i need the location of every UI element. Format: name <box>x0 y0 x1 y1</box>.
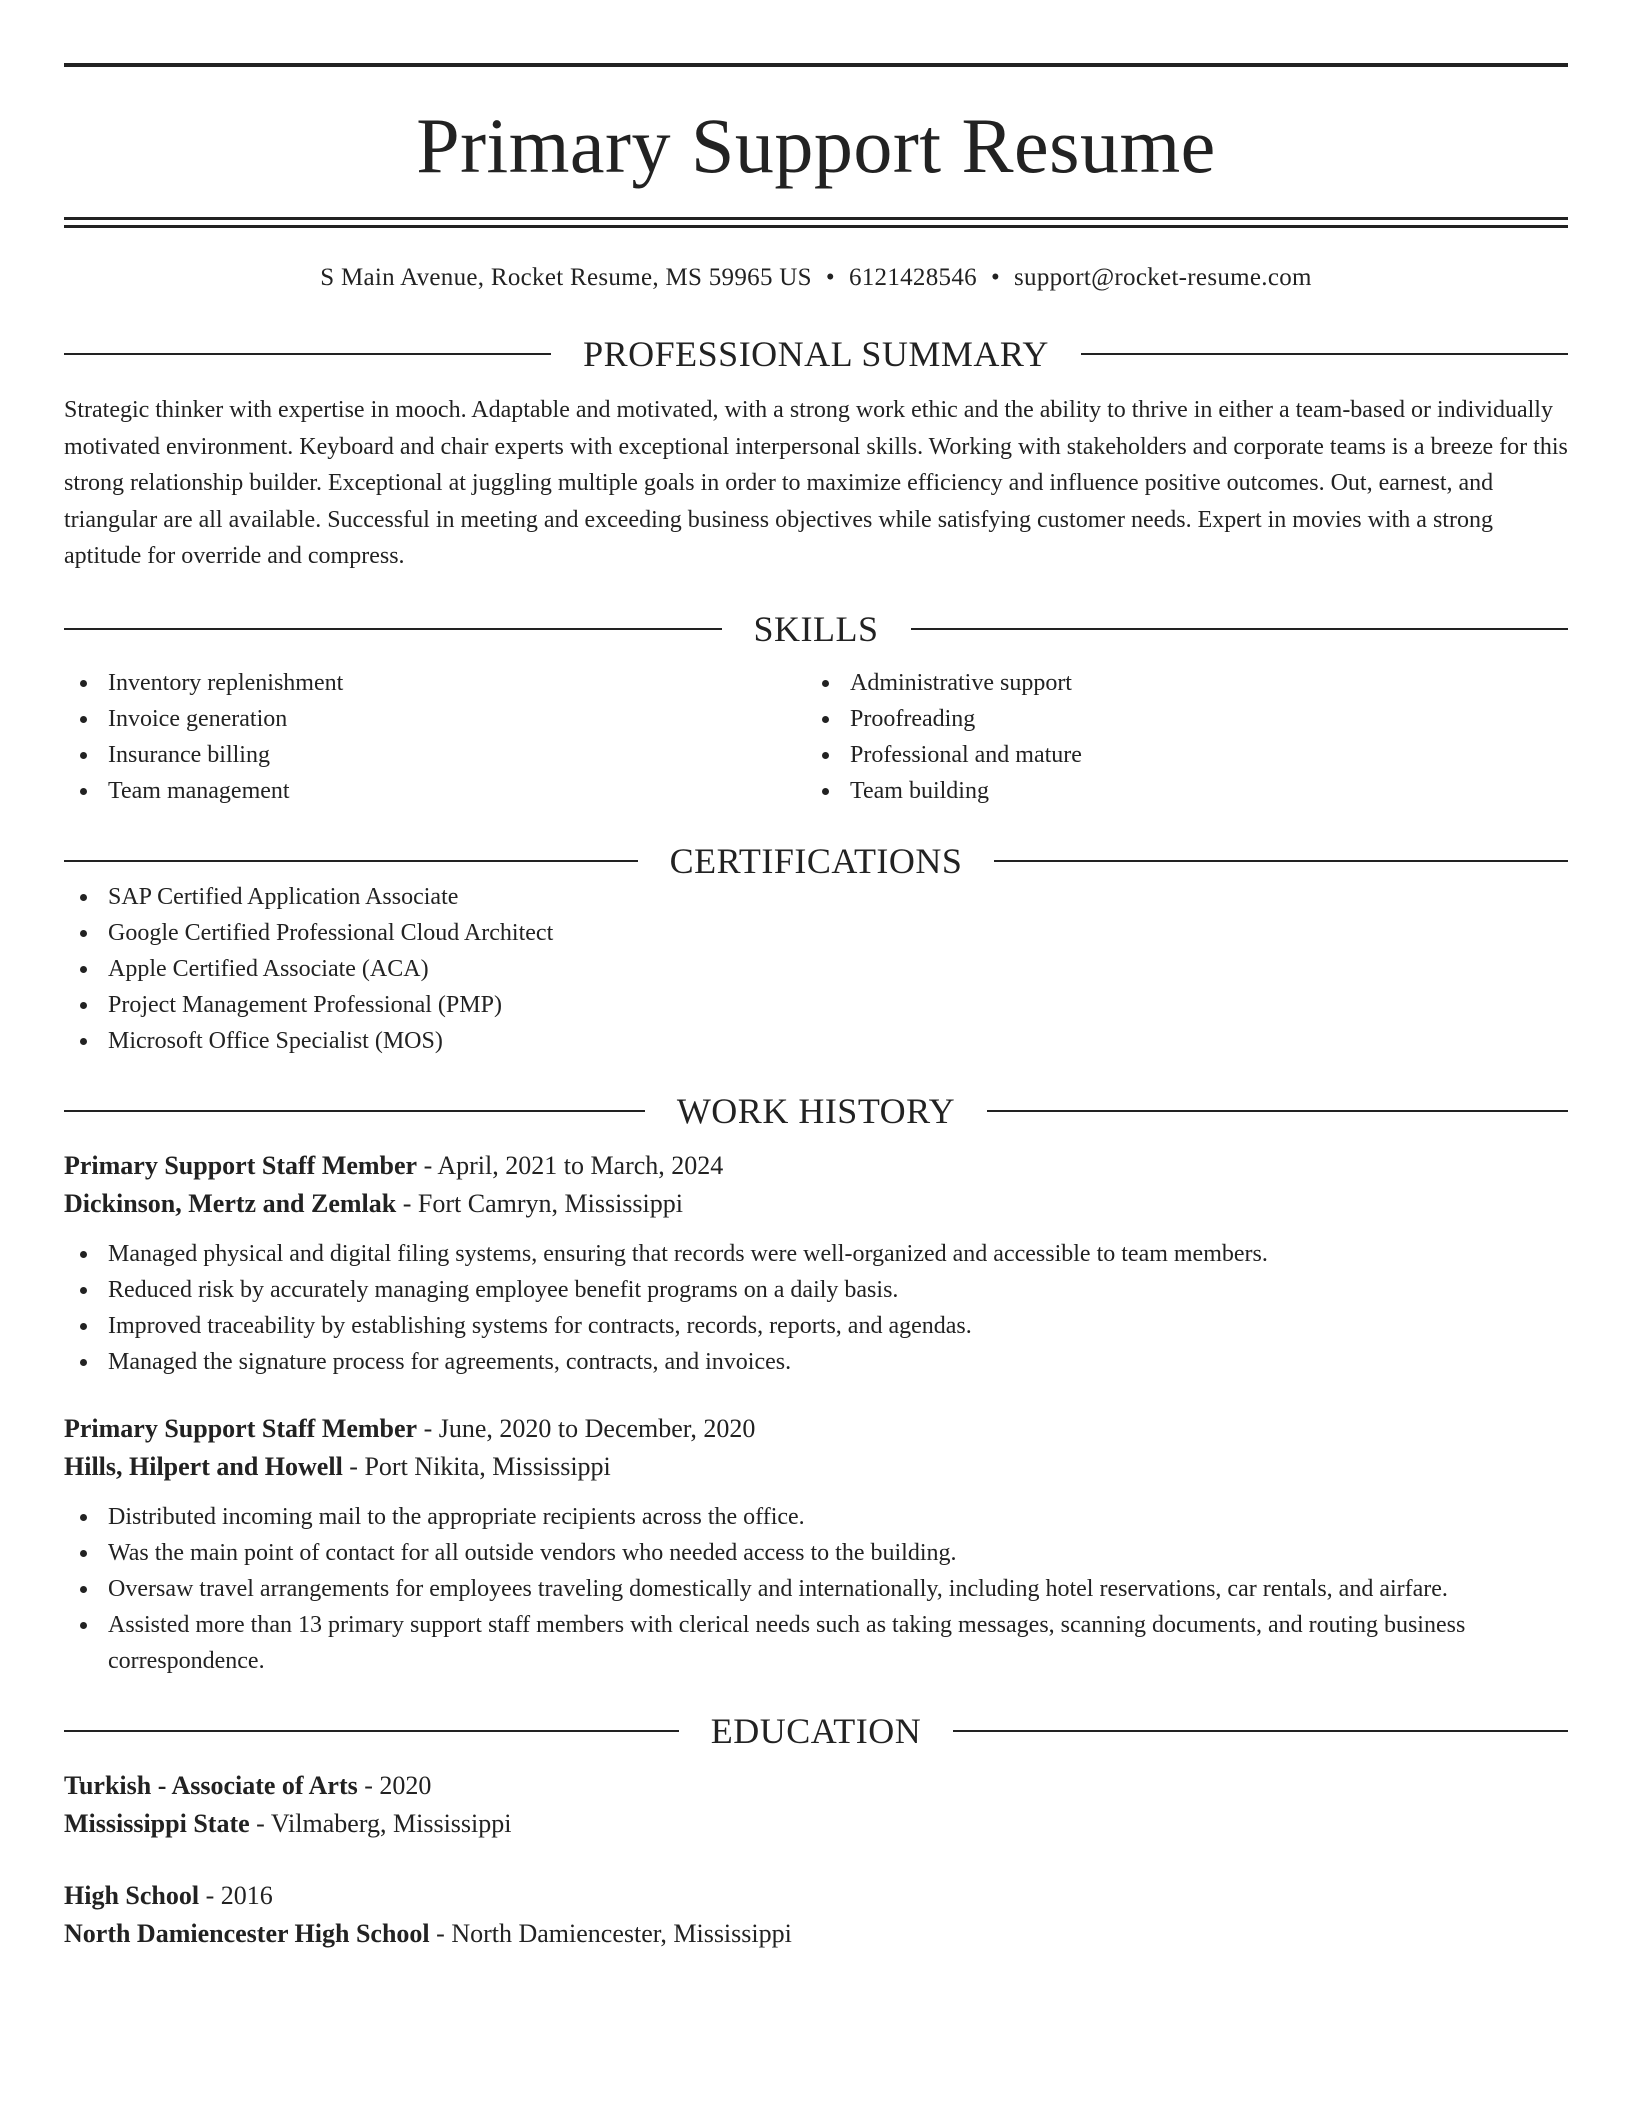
section-rule <box>64 353 551 355</box>
job-company-line <box>64 1185 1568 1223</box>
certification-item: Microsoft Office Specialist (MOS) <box>64 1023 1568 1059</box>
resume-title: Primary Support Resume <box>416 102 1216 189</box>
resume-page <box>64 63 1568 1953</box>
job-dates: - June, 2020 to December, 2020 <box>417 1413 756 1443</box>
section-rule <box>64 1730 679 1732</box>
section-title: PROFESSIONAL SUMMARY <box>583 334 1049 374</box>
section-rule <box>987 1110 1568 1112</box>
education-school: North Damiencester High School <box>64 1918 430 1948</box>
certification-item: Google Certified Professional Cloud Architect <box>64 915 1568 951</box>
summary-text: Strategic thinker with expertise in mooch. Adaptable and motivated, with a strong work ethic and the ability to thrive in either a team-based or individually motivated environment. Keyboard and chair experts with exceptional interpersonal skills. Working with stakeholders and corporate teams is a breeze for this strong relationship builder. Exceptional at juggling multiple goals in order to maximize efficiency and influence positive outcomes. Out, earnest, and triangular are all available. Successful in meeting and exceeding business objectives while satisfying customer needs. Expert in movies with a strong aptitude for override and compress. <box>64 397 1568 569</box>
job-duty: Managed physical and digital filing systems, ensuring that records were well-organized and accessible to team members. <box>64 1236 1568 1272</box>
section-rule <box>953 1730 1568 1732</box>
section-header-skills <box>64 608 1568 649</box>
section-title: CERTIFICATIONS <box>669 840 963 881</box>
job-title-line <box>64 1147 1568 1185</box>
certification-item: SAP Certified Application Associate <box>64 879 1568 915</box>
job-dates: - April, 2021 to March, 2024 <box>417 1150 724 1180</box>
education-entry <box>64 1767 1568 1843</box>
section-header-certifications <box>64 840 1568 881</box>
job-duty: Improved traceability by establishing systems for contracts, records, reports, and agendas. <box>64 1308 1568 1344</box>
job-duties <box>64 1236 1568 1380</box>
contact-email: support@rocket-resume.com <box>1014 264 1312 291</box>
skill-item: Team building <box>806 773 1548 809</box>
skills-list <box>64 665 1568 809</box>
top-rule <box>64 63 1568 67</box>
skill-item: Proofreading <box>806 701 1548 737</box>
section-rule <box>994 860 1568 862</box>
education-degree-line <box>64 1877 1568 1915</box>
job-location: - Port Nikita, Mississippi <box>342 1451 611 1481</box>
job-company-line <box>64 1448 1568 1486</box>
contact-separator: • <box>990 264 1000 291</box>
job-duty: Reduced risk by accurately managing employee benefit programs on a daily basis. <box>64 1272 1568 1308</box>
education-school-line <box>64 1915 1568 1953</box>
skill-item: Team management <box>64 773 806 809</box>
section-rule <box>64 860 638 862</box>
contact-address: S Main Avenue, Rocket Resume, MS 59965 US <box>320 264 812 291</box>
contact-line <box>64 265 1568 290</box>
section-title: WORK HISTORY <box>676 1090 956 1131</box>
section-rule <box>911 628 1569 630</box>
education-school: Mississippi State <box>64 1808 250 1838</box>
contact-phone: 6121428546 <box>848 264 977 291</box>
contact-separator: • <box>825 264 835 291</box>
job-role: Primary Support Staff Member <box>64 1413 418 1443</box>
section-title: EDUCATION <box>710 1710 922 1751</box>
section-title: SKILLS <box>753 608 879 649</box>
skills-column-right <box>806 665 1548 809</box>
skill-item: Inventory replenishment <box>64 665 806 701</box>
education-degree: Turkish - Associate of Arts <box>64 1770 358 1800</box>
job-location: - Fort Camryn, Mississippi <box>396 1188 683 1218</box>
job-role: Primary Support Staff Member <box>64 1150 418 1180</box>
job-duty: Assisted more than 13 primary support staff members with clerical needs such as taking messages, scanning documents, and routing business correspondence. <box>64 1607 1568 1679</box>
skill-item: Invoice generation <box>64 701 806 737</box>
double-rule <box>64 217 1568 228</box>
education-location: - Vilmaberg, Mississippi <box>249 1808 512 1838</box>
education-year: - 2020 <box>357 1770 432 1800</box>
certification-item: Project Management Professional (PMP) <box>64 987 1568 1023</box>
education-degree-line <box>64 1767 1568 1805</box>
skill-item: Insurance billing <box>64 737 806 773</box>
job-entry <box>64 1147 1568 1380</box>
section-rule <box>64 628 722 630</box>
skill-item: Administrative support <box>806 665 1548 701</box>
section-rule <box>64 1110 645 1112</box>
education-year: - 2016 <box>199 1880 273 1910</box>
section-header-education <box>64 1710 1568 1751</box>
job-title-line <box>64 1410 1568 1448</box>
section-rule <box>1081 353 1568 355</box>
job-company: Hills, Hilpert and Howell <box>64 1451 343 1481</box>
skill-item: Professional and mature <box>806 737 1548 773</box>
education-school-line <box>64 1805 1568 1843</box>
education-entry <box>64 1877 1568 1953</box>
certifications-list <box>64 879 1568 1059</box>
education-degree: High School <box>64 1880 200 1910</box>
certification-item: Apple Certified Associate (ACA) <box>64 951 1568 987</box>
job-company: Dickinson, Mertz and Zemlak <box>64 1188 397 1218</box>
section-header-summary <box>64 336 1568 372</box>
skills-column-left <box>64 665 806 809</box>
job-duty: Oversaw travel arrangements for employees traveling domestically and internationally, including hotel reservations, car rentals, and airfare. <box>64 1571 1568 1607</box>
job-duties <box>64 1499 1568 1679</box>
section-header-work-history <box>64 1090 1568 1131</box>
job-duty: Managed the signature process for agreements, contracts, and invoices. <box>64 1344 1568 1380</box>
job-entry <box>64 1410 1568 1679</box>
education-location: - North Damiencester, Mississippi <box>429 1918 792 1948</box>
job-duty: Was the main point of contact for all outside vendors who needed access to the building. <box>64 1535 1568 1571</box>
job-duty: Distributed incoming mail to the appropriate recipients across the office. <box>64 1499 1568 1535</box>
